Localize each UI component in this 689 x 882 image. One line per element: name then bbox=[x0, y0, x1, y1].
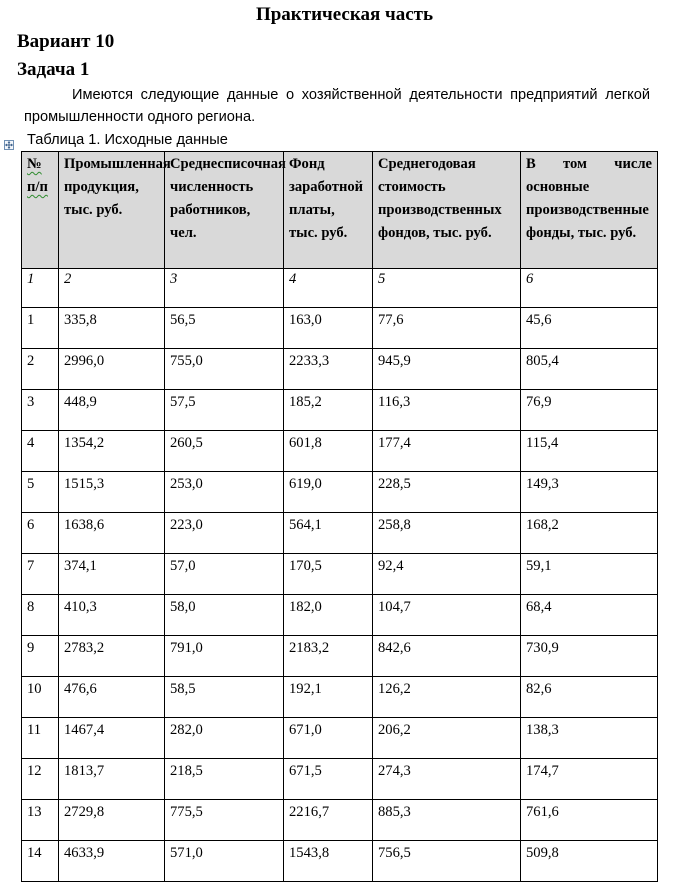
table-cell: 282,0 bbox=[165, 718, 284, 759]
header-average-headcount bbox=[165, 152, 284, 269]
table-cell: 6 bbox=[22, 513, 59, 554]
table-cell: 4 bbox=[22, 431, 59, 472]
table-row bbox=[22, 759, 658, 800]
table-cell: 168,2 bbox=[521, 513, 658, 554]
table-cell: 761,6 bbox=[521, 800, 658, 841]
table-cell: 374,1 bbox=[59, 554, 165, 595]
table-cell: 228,5 bbox=[373, 472, 521, 513]
table-row bbox=[22, 841, 658, 882]
table-cell: 68,4 bbox=[521, 595, 658, 636]
table-row bbox=[22, 308, 658, 349]
table-cell: 2996,0 bbox=[59, 349, 165, 390]
table-cell: 885,3 bbox=[373, 800, 521, 841]
table-cell: 260,5 bbox=[165, 431, 284, 472]
table-row bbox=[22, 349, 658, 390]
table-caption: Таблица 1. Исходные данные bbox=[27, 132, 228, 148]
table-row bbox=[22, 595, 658, 636]
table-cell: 1638,6 bbox=[59, 513, 165, 554]
table-cell: 57,5 bbox=[165, 390, 284, 431]
table-cell: 206,2 bbox=[373, 718, 521, 759]
table-cell: 104,7 bbox=[373, 595, 521, 636]
header-wage-fund bbox=[284, 152, 373, 269]
table-cell: 10 bbox=[22, 677, 59, 718]
table-cell: 92,4 bbox=[373, 554, 521, 595]
table-header-row bbox=[22, 152, 658, 269]
table-cell: 58,5 bbox=[165, 677, 284, 718]
table-row bbox=[22, 636, 658, 677]
table-cell: 58,0 bbox=[165, 595, 284, 636]
table-cell: 2216,7 bbox=[284, 800, 373, 841]
header-label: Среднегодовая стоимость производственных фондов, тыс. руб. bbox=[378, 156, 502, 241]
table-cell: 448,9 bbox=[59, 390, 165, 431]
table-cell: 115,4 bbox=[521, 431, 658, 472]
table-cell: 163,0 bbox=[284, 308, 373, 349]
header-label: В том числе основные производственные фонды, тыс. руб. bbox=[526, 156, 652, 241]
table-row bbox=[22, 472, 658, 513]
table-cell: 12 bbox=[22, 759, 59, 800]
table-row bbox=[22, 677, 658, 718]
header-label: Среднесписочная численность работников, чел. bbox=[170, 156, 286, 241]
table-cell: 223,0 bbox=[165, 513, 284, 554]
table-row bbox=[22, 718, 658, 759]
table-cell: 619,0 bbox=[284, 472, 373, 513]
table-cell: 45,6 bbox=[521, 308, 658, 349]
header-fixed-assets bbox=[521, 152, 658, 269]
table-cell: 185,2 bbox=[284, 390, 373, 431]
table-cell: 476,6 bbox=[59, 677, 165, 718]
header-row-number bbox=[22, 152, 59, 269]
table-cell: 13 bbox=[22, 800, 59, 841]
table-row bbox=[22, 431, 658, 472]
table-cell: 77,6 bbox=[373, 308, 521, 349]
table-cell: 76,9 bbox=[521, 390, 658, 431]
table-cell: 138,3 bbox=[521, 718, 658, 759]
page-title: Практическая часть bbox=[255, 4, 434, 25]
task-heading: Задача 1 bbox=[17, 59, 90, 80]
header-label: Промышленная продукция, тыс. руб. bbox=[64, 156, 171, 218]
table-cell: 9 bbox=[22, 636, 59, 677]
table-cell: 571,0 bbox=[165, 841, 284, 882]
table-cell: 791,0 bbox=[165, 636, 284, 677]
table-cell: 1813,7 bbox=[59, 759, 165, 800]
table-cell: 805,4 bbox=[521, 349, 658, 390]
table-cell: 2783,2 bbox=[59, 636, 165, 677]
column-number-cell: 4 bbox=[284, 269, 373, 308]
table-cell: 274,3 bbox=[373, 759, 521, 800]
table-cell: 1 bbox=[22, 308, 59, 349]
table-move-handle-icon[interactable] bbox=[4, 140, 14, 150]
table-cell: 842,6 bbox=[373, 636, 521, 677]
table-row bbox=[22, 390, 658, 431]
table-cell: 258,8 bbox=[373, 513, 521, 554]
table-cell: 756,5 bbox=[373, 841, 521, 882]
variant-heading: Вариант 10 bbox=[17, 31, 115, 52]
table-cell: 56,5 bbox=[165, 308, 284, 349]
table-cell: 730,9 bbox=[521, 636, 658, 677]
table-cell: 671,5 bbox=[284, 759, 373, 800]
column-number-cell: 1 bbox=[22, 269, 59, 308]
table-cell: 564,1 bbox=[284, 513, 373, 554]
table-cell: 218,5 bbox=[165, 759, 284, 800]
table-cell: 177,4 bbox=[373, 431, 521, 472]
table-cell: 4633,9 bbox=[59, 841, 165, 882]
table-cell: 509,8 bbox=[521, 841, 658, 882]
table-row bbox=[22, 800, 658, 841]
table-cell: 335,8 bbox=[59, 308, 165, 349]
table-cell: 1543,8 bbox=[284, 841, 373, 882]
column-number-cell: 3 bbox=[165, 269, 284, 308]
header-production-assets bbox=[373, 152, 521, 269]
table-cell: 1467,4 bbox=[59, 718, 165, 759]
table-row bbox=[22, 513, 658, 554]
table-cell: 2729,8 bbox=[59, 800, 165, 841]
table-cell: 170,5 bbox=[284, 554, 373, 595]
column-number-cell: 6 bbox=[521, 269, 658, 308]
column-number-cell: 5 bbox=[373, 269, 521, 308]
table-cell: 59,1 bbox=[521, 554, 658, 595]
table-cell: 2183,2 bbox=[284, 636, 373, 677]
table-cell: 410,3 bbox=[59, 595, 165, 636]
table-row bbox=[22, 554, 658, 595]
table-cell: 5 bbox=[22, 472, 59, 513]
table-cell: 7 bbox=[22, 554, 59, 595]
table-cell: 253,0 bbox=[165, 472, 284, 513]
header-label: № п/п bbox=[27, 156, 48, 195]
table-cell: 116,3 bbox=[373, 390, 521, 431]
table-cell: 192,1 bbox=[284, 677, 373, 718]
table-cell: 671,0 bbox=[284, 718, 373, 759]
table-cell: 945,9 bbox=[373, 349, 521, 390]
table-cell: 182,0 bbox=[284, 595, 373, 636]
table-cell: 755,0 bbox=[165, 349, 284, 390]
table-cell: 82,6 bbox=[521, 677, 658, 718]
intro-text: Имеются следующие данные о хозяйственной деятельности предприятий легкой промышленности одного региона. bbox=[24, 87, 650, 125]
table-cell: 601,8 bbox=[284, 431, 373, 472]
table-cell: 8 bbox=[22, 595, 59, 636]
column-number-row bbox=[22, 269, 658, 308]
column-number-cell: 2 bbox=[59, 269, 165, 308]
table-cell: 174,7 bbox=[521, 759, 658, 800]
table-cell: 14 bbox=[22, 841, 59, 882]
table-cell: 1354,2 bbox=[59, 431, 165, 472]
table-cell: 775,5 bbox=[165, 800, 284, 841]
table-cell: 149,3 bbox=[521, 472, 658, 513]
header-industrial-output bbox=[59, 152, 171, 269]
header-label: Фонд заработной платы, тыс. руб. bbox=[289, 156, 364, 241]
table-cell: 2233,3 bbox=[284, 349, 373, 390]
table-cell: 1515,3 bbox=[59, 472, 165, 513]
table-cell: 11 bbox=[22, 718, 59, 759]
table-cell: 3 bbox=[22, 390, 59, 431]
table-cell: 57,0 bbox=[165, 554, 284, 595]
intro-paragraph bbox=[24, 84, 650, 128]
source-data-table bbox=[21, 151, 658, 882]
table-cell: 2 bbox=[22, 349, 59, 390]
table-cell: 126,2 bbox=[373, 677, 521, 718]
